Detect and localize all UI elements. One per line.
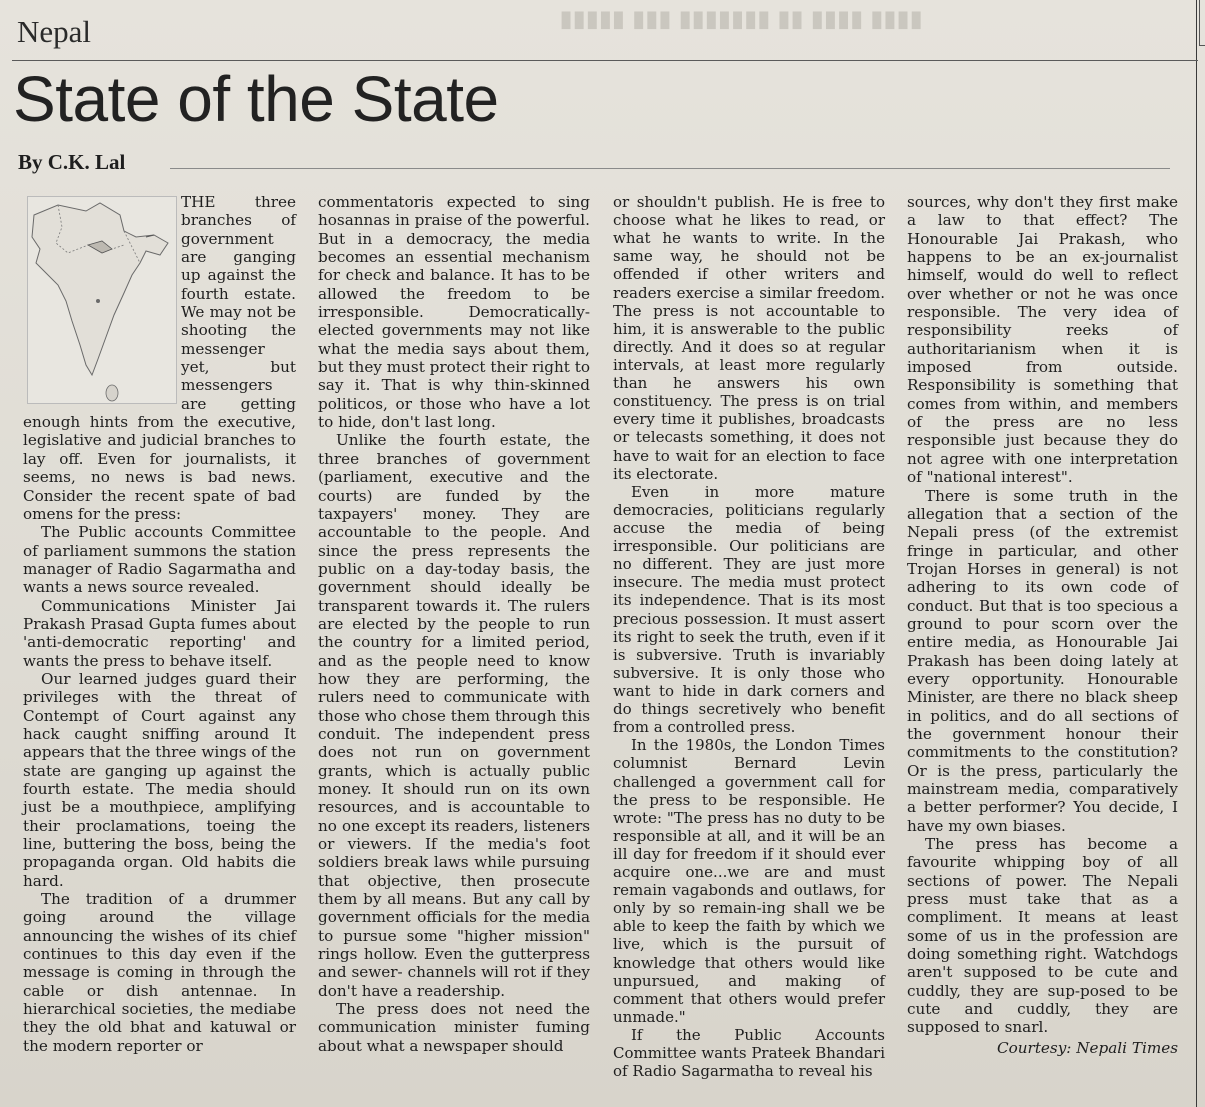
paragraph: The press has become a favourite whipping boy of all sections of power. The Nepali press must take that as a compliment. It means at least some of us in the profession are doing something right. Watchdogs aren't supposed to be cute and cuddly, they are sup-posed to be cute and cuddly, they are supposed to snarl. xyxy=(907,835,1178,1037)
article-column-4 xyxy=(907,193,1178,1057)
paragraph: THE three branches of government are ganging up against the fourth estate. We may not be shooting the messenger yet, but messengers are getting enough hints from the executive, legislative and judicial branches to lay off. Even for journalists, it seems, no news is bad news. Consider the recent spate of bad omens for the press: xyxy=(23,193,296,523)
paragraph: Even in more mature democracies, politicians regularly accuse the media of being irresponsible. Our politicians are no different. They are just more insecure. The media must protect its independence. That is its most precious possession. It must assert its right to seek the truth, even if it is subversive. Truth is invariably subversive. It is only those who want to hide in dark corners and do things secretively who benefit from a controlled press. xyxy=(613,482,885,737)
map-space xyxy=(23,193,181,407)
article-column-2 xyxy=(318,193,590,1055)
paragraph: or shouldn't publish. He is free to choose what he likes to read, or what he wants to write. In the same way, he should not be offended if other writers and readers exercise a similar freedom. The press is not accountable to him, it is answerable to the public directly. And it does so at regular intervals, at least more regularly than he answers his own constituency. The press is on trial every time it publishes, broadcasts or telecasts something, it does not have to wait for an election to face its electorate. xyxy=(613,193,885,483)
paragraph: In the 1980s, the London Times columnist Bernard Levin challenged a government call for the press to be responsible. He wrote: "The press has no duty to be responsible at all, and it will be an ill day for freedom if it should ever acquire one...we are and must remain vagabonds and outlaws, for only by so remain-ing shall we be able to keep the faith by which we live, which is the pursuit of knowledge that others would like unpursued, and making of comment that others would prefer unmade." xyxy=(613,736,885,1026)
paragraph: Our learned judges guard their privileges with the threat of Contempt of Court against any hack caught sniffing around It appears that the three wings of the state are ganging up against the fourth estate. The media should just be a mouthpiece, amplifying their proclamations, toeing the line, buttering the boss, being the propaganda organ. Old habits die hard. xyxy=(23,669,296,890)
section-rule xyxy=(12,60,1198,61)
paragraph: sources, why don't they first make a law to that effect? The Honourable Jai Prakash, who happens to be an ex-journalist himself, would do well to reflect over whether or not he was once responsible. The very idea of responsibility reeks of authoritarianism when it is imposed from outside. Responsibility is something that comes from within, and members of the press are no less responsible just because they do not agree with one interpretation of "national interest". xyxy=(907,193,1178,487)
article-column-3 xyxy=(613,193,885,1080)
bleed-through-text: ▮▮▮▮▮ ▮▮▮ ▮▮▮▮▮▮▮ ▮▮ ▮▮▮▮ ▮▮▮▮ xyxy=(560,6,924,31)
byline-rule xyxy=(170,168,1170,169)
paragraph: If the Public Accounts Committee wants Prateek Bhandari of Radio Sagarmatha to reveal his xyxy=(613,1026,885,1081)
paragraph: The press does not need the communication minister fuming about what a newspaper should xyxy=(318,1000,590,1055)
page-edge-rule xyxy=(1196,0,1197,1107)
byline: By C.K. Lal xyxy=(18,150,126,174)
article-column-1 xyxy=(23,193,296,1055)
paragraph: There is some truth in the allegation that a section of the Nepali press (of the extremist fringe in particular, and other Trojan Horses in general) is not adhering to its own code of conduct. But that is too specious a ground to pour scorn over the entire media, as Honourable Jai Prakash has been doing lately at every opportunity. Honourable Minister, are there no black sheep in politics, and do all sections of the government honour their commitments to the constitution? Or is the press, particularly the mainstream media, comparatively a better performer? You decide, I have my own biases. xyxy=(907,486,1178,835)
page-edge-bracket xyxy=(1199,0,1205,46)
paragraph: commentatoris expected to sing hosannas in praise of the powerful. But in a democracy, the media becomes an essential mechanism for check and balance. It has to be allowed the freedom to be irresponsible. Democratically-elected governments may not like what the media says about them, but they must protect their right to say it. That is why thin-skinned politicos, or those who have a lot to hide, don't last long. xyxy=(318,193,590,432)
headline: State of the State xyxy=(13,63,499,135)
courtesy-credit: Courtesy: Nepali Times xyxy=(997,1038,1178,1057)
paragraph: The Public accounts Committee of parliament summons the station manager of Radio Sagarmatha and wants a news source revealed. xyxy=(23,523,296,597)
paragraph: The tradition of a drummer going around the village announcing the wishes of its chief continues to this day even if the message is coming in through the cable or dish antennae. In hierarchical societies, the mediabe they the old bhat and katuwal or the modern reporter or xyxy=(23,890,296,1055)
paragraph: Communications Minister Jai Prakash Prasad Gupta fumes about 'anti-democratic reporting' and wants the press to behave itself. xyxy=(23,596,296,670)
paragraph: Unlike the fourth estate, the three branches of government (parliament, executive and the courts) are funded by the taxpayers' money. They are accountable to the people. And since the press represents the public on a day-today basis, the government should ideally be transparent towards it. The rulers are elected by the people to run the country for a limited period, and as the people need to know how they are performing, the rulers need to communicate with those who chose them through this conduit. The independent press does not run on government grants, which is actually public money. It should run on its own resources, and is accountable to no one except its readers, listeners or viewers. If the media's foot soldiers break laws while pursuing that objective, then prosecute them by all means. But any call by government officials for the media to pursue some "higher mission" rings hollow. Even the gutterpress and sewer- channels will rot if they don't have a readership. xyxy=(318,431,590,1000)
section-label: Nepal xyxy=(17,14,92,49)
